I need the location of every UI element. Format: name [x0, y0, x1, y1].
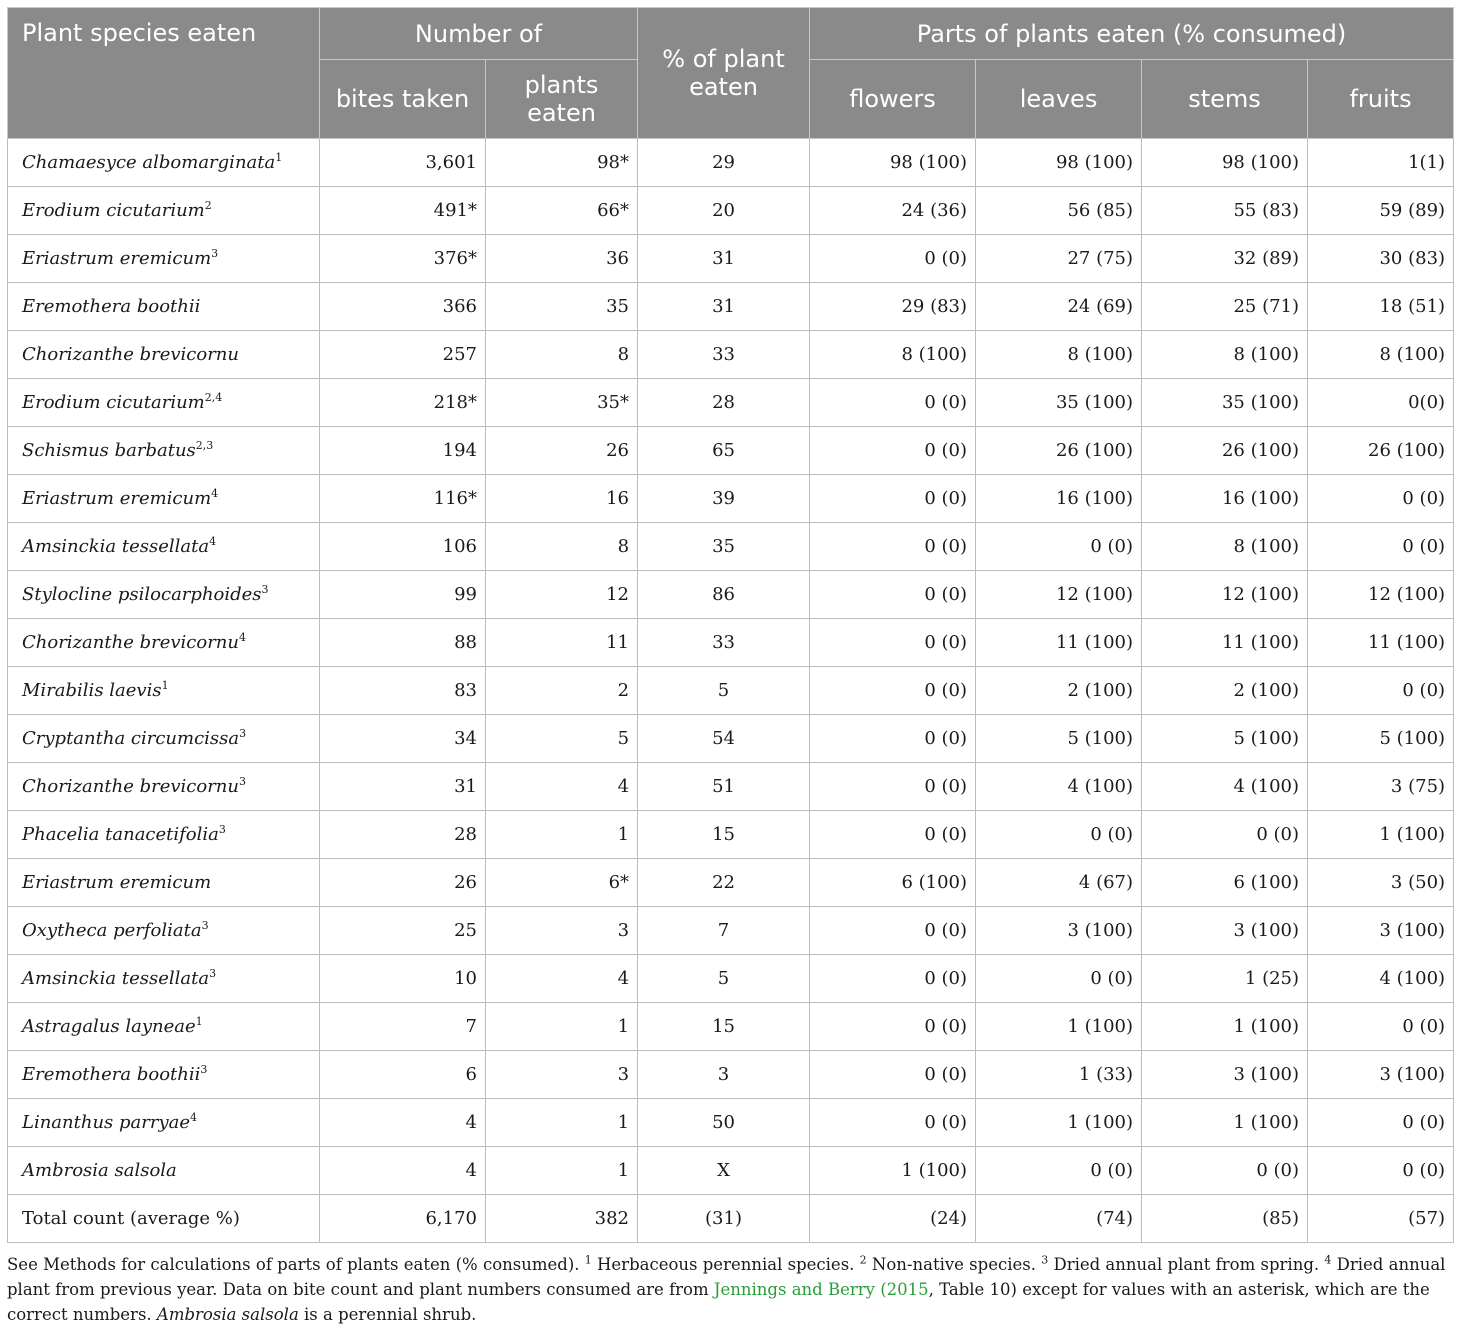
cell-flowers: 0 (0): [810, 427, 976, 475]
cell-pct: 31: [638, 283, 810, 331]
table-row: [8, 427, 1454, 475]
cell-species: [8, 955, 320, 1003]
cell-plants: 8: [486, 523, 638, 571]
cell-species: [8, 427, 320, 475]
species-name: Erodium cicutarium: [22, 392, 205, 413]
cell-bites: 99: [320, 571, 486, 619]
cell-bites: 194: [320, 427, 486, 475]
cell-plants: 26: [486, 427, 638, 475]
total-label: Total count (average %): [8, 1195, 320, 1243]
cell-fruits: 0 (0): [1308, 667, 1454, 715]
cell-flowers: 0 (0): [810, 619, 976, 667]
cell-fruits: 3 (50): [1308, 859, 1454, 907]
table-row: [8, 715, 1454, 763]
cell-species: [8, 859, 320, 907]
cell-flowers: 0 (0): [810, 235, 976, 283]
cell-stems: 55 (83): [1142, 187, 1308, 235]
footnote-marker: 3: [1041, 1253, 1049, 1267]
cell-leaves: 12 (100): [976, 571, 1142, 619]
total-bites: 6,170: [320, 1195, 486, 1243]
species-name: Chamaesyce albomarginata: [22, 152, 276, 173]
table-row: [8, 667, 1454, 715]
cell-species: [8, 283, 320, 331]
cell-pct: 33: [638, 331, 810, 379]
cell-plants: 1: [486, 1099, 638, 1147]
species-name: Astragalus layneae: [22, 1016, 196, 1037]
cell-fruits: 30 (83): [1308, 235, 1454, 283]
table-row: [8, 571, 1454, 619]
cell-fruits: 26 (100): [1308, 427, 1454, 475]
table-row: [8, 1147, 1454, 1195]
header-fruits: fruits: [1308, 60, 1454, 139]
footnote-marker: 1: [584, 1253, 592, 1267]
table-container: [7, 7, 1453, 1327]
cell-stems: 8 (100): [1142, 331, 1308, 379]
cell-stems: 3 (100): [1142, 907, 1308, 955]
cell-stems: 12 (100): [1142, 571, 1308, 619]
cell-leaves: 24 (69): [976, 283, 1142, 331]
cell-pct: 20: [638, 187, 810, 235]
species-name: Linanthus parryae: [22, 1112, 191, 1133]
cell-plants: 1: [486, 1147, 638, 1195]
cell-bites: 31: [320, 763, 486, 811]
footnote-species: Ambrosia salsola: [156, 1305, 299, 1324]
cell-species: [8, 1147, 320, 1195]
cell-fruits: 18 (51): [1308, 283, 1454, 331]
species-name: Eremothera boothii: [22, 296, 201, 317]
species-footnote-marker: 3: [200, 1063, 208, 1076]
total-row: [8, 1195, 1454, 1243]
cell-leaves: 0 (0): [976, 1147, 1142, 1195]
cell-bites: 106: [320, 523, 486, 571]
total-stems: (85): [1142, 1195, 1308, 1243]
footnote-text: Dried annual plant from previous year. Data on bite count and plant numbers consumed are from: [7, 1255, 1446, 1299]
cell-flowers: 0 (0): [810, 955, 976, 1003]
cell-plants: 36: [486, 235, 638, 283]
species-footnote-marker: 4: [238, 631, 246, 644]
cell-leaves: 27 (75): [976, 235, 1142, 283]
cell-stems: 8 (100): [1142, 523, 1308, 571]
cell-species: [8, 235, 320, 283]
cell-bites: 376*: [320, 235, 486, 283]
cell-stems: 98 (100): [1142, 139, 1308, 187]
cell-plants: 3: [486, 907, 638, 955]
cell-fruits: 3 (100): [1308, 1051, 1454, 1099]
cell-pct: 22: [638, 859, 810, 907]
cell-leaves: 98 (100): [976, 139, 1142, 187]
cell-fruits: 3 (75): [1308, 763, 1454, 811]
cell-plants: 2: [486, 667, 638, 715]
table-row: [8, 283, 1454, 331]
cell-stems: 1 (100): [1142, 1003, 1308, 1051]
total-leaves: (74): [976, 1195, 1142, 1243]
cell-leaves: 0 (0): [976, 523, 1142, 571]
cell-pct: 5: [638, 667, 810, 715]
cell-leaves: 8 (100): [976, 331, 1142, 379]
cell-stems: 25 (71): [1142, 283, 1308, 331]
footnote-text: Non-native species.: [866, 1255, 1042, 1274]
cell-flowers: 0 (0): [810, 715, 976, 763]
cell-species: [8, 1051, 320, 1099]
cell-bites: 6: [320, 1051, 486, 1099]
cell-flowers: 0 (0): [810, 523, 976, 571]
cell-plants: 35*: [486, 379, 638, 427]
species-name: Ambrosia salsola: [22, 1160, 177, 1181]
species-name: Eremothera boothii: [22, 1064, 201, 1085]
cell-bites: 3,601: [320, 139, 486, 187]
cell-flowers: 0 (0): [810, 907, 976, 955]
table-row: [8, 763, 1454, 811]
cell-stems: 0 (0): [1142, 1147, 1308, 1195]
species-name: Stylocline psilocarphoides: [22, 584, 262, 605]
cell-species: [8, 523, 320, 571]
table-row: [8, 811, 1454, 859]
cell-flowers: 8 (100): [810, 331, 976, 379]
cell-pct: 15: [638, 811, 810, 859]
cell-stems: 35 (100): [1142, 379, 1308, 427]
cell-fruits: 8 (100): [1308, 331, 1454, 379]
species-name: Chorizanthe brevicornu: [22, 344, 239, 365]
footnote-text: , Table 10) except for values with an asterisk, which are the correct numbers.: [7, 1280, 1430, 1324]
cell-species: [8, 475, 320, 523]
cell-species: [8, 715, 320, 763]
table-row: [8, 139, 1454, 187]
cell-fruits: 5 (100): [1308, 715, 1454, 763]
species-footnote-marker: 2: [204, 199, 212, 212]
cell-flowers: 24 (36): [810, 187, 976, 235]
table-row: [8, 955, 1454, 1003]
cell-flowers: 98 (100): [810, 139, 976, 187]
cell-bites: 116*: [320, 475, 486, 523]
species-footnote-marker: 3: [209, 967, 217, 980]
cell-flowers: 0 (0): [810, 379, 976, 427]
cell-pct: 51: [638, 763, 810, 811]
cell-stems: 32 (89): [1142, 235, 1308, 283]
cell-plants: 98*: [486, 139, 638, 187]
cell-stems: 5 (100): [1142, 715, 1308, 763]
cell-pct: 65: [638, 427, 810, 475]
cell-bites: 28: [320, 811, 486, 859]
cell-bites: 366: [320, 283, 486, 331]
species-name: Cryptantha circumcissa: [22, 728, 240, 749]
cell-pct: 50: [638, 1099, 810, 1147]
cell-fruits: 0 (0): [1308, 523, 1454, 571]
footnote-marker: 4: [1324, 1253, 1332, 1267]
cell-stems: 0 (0): [1142, 811, 1308, 859]
cell-bites: 257: [320, 331, 486, 379]
cell-fruits: 1 (100): [1308, 811, 1454, 859]
table-row: [8, 907, 1454, 955]
cell-leaves: 5 (100): [976, 715, 1142, 763]
species-name: Phacelia tanacetifolia: [22, 824, 219, 845]
total-pct: (31): [638, 1195, 810, 1243]
cell-pct: 33: [638, 619, 810, 667]
species-name: Chorizanthe brevicornu: [22, 632, 239, 653]
cell-plants: 11: [486, 619, 638, 667]
cell-leaves: 1 (33): [976, 1051, 1142, 1099]
cell-flowers: 0 (0): [810, 1051, 976, 1099]
cell-plants: 35: [486, 283, 638, 331]
header-species: Plant species eaten: [8, 8, 320, 139]
species-name: Eriastrum eremicum: [22, 248, 212, 269]
cell-pct: 39: [638, 475, 810, 523]
species-name: Amsinckia tessellata: [22, 536, 210, 557]
cell-species: [8, 139, 320, 187]
species-footnote-marker: 3: [211, 247, 219, 260]
cell-fruits: 4 (100): [1308, 955, 1454, 1003]
table-body: [8, 139, 1454, 1243]
cell-species: [8, 667, 320, 715]
cell-stems: 3 (100): [1142, 1051, 1308, 1099]
species-footnote-marker: 1: [195, 1015, 203, 1028]
cell-bites: 88: [320, 619, 486, 667]
species-footnote-marker: 3: [261, 583, 269, 596]
species-name: Chorizanthe brevicornu: [22, 776, 239, 797]
total-plants: 382: [486, 1195, 638, 1243]
cell-leaves: 0 (0): [976, 955, 1142, 1003]
cell-pct: 54: [638, 715, 810, 763]
cell-bites: 218*: [320, 379, 486, 427]
table-row: [8, 331, 1454, 379]
cell-leaves: 0 (0): [976, 811, 1142, 859]
cell-stems: 2 (100): [1142, 667, 1308, 715]
cell-pct: 31: [638, 235, 810, 283]
cell-fruits: 3 (100): [1308, 907, 1454, 955]
species-footnote-marker: 4: [190, 1111, 198, 1124]
cell-species: [8, 1003, 320, 1051]
cell-leaves: 11 (100): [976, 619, 1142, 667]
table-row: [8, 475, 1454, 523]
header-parts-group: Parts of plants eaten (% consumed): [810, 8, 1454, 60]
species-name: Erodium cicutarium: [22, 200, 205, 221]
cell-bites: 10: [320, 955, 486, 1003]
header-pct-of-plant: [638, 8, 810, 139]
footnote-text: Herbaceous perennial species.: [591, 1255, 860, 1274]
table-row: [8, 619, 1454, 667]
table-row: [8, 379, 1454, 427]
cell-stems: 6 (100): [1142, 859, 1308, 907]
cell-flowers: 0 (0): [810, 763, 976, 811]
header-stems: stems: [1142, 60, 1308, 139]
cell-plants: 5: [486, 715, 638, 763]
cell-leaves: 4 (67): [976, 859, 1142, 907]
cell-plants: 66*: [486, 187, 638, 235]
cell-species: [8, 187, 320, 235]
cell-pct: 35: [638, 523, 810, 571]
table-row: [8, 859, 1454, 907]
cell-pct: 3: [638, 1051, 810, 1099]
cell-bites: 25: [320, 907, 486, 955]
cell-pct: X: [638, 1147, 810, 1195]
table-row: [8, 235, 1454, 283]
cell-flowers: 29 (83): [810, 283, 976, 331]
cell-fruits: 11 (100): [1308, 619, 1454, 667]
header-number-of: Number of: [320, 8, 638, 60]
species-footnote-marker: 2,3: [195, 439, 214, 452]
cell-bites: 4: [320, 1099, 486, 1147]
header-plants-eaten: plants eaten: [486, 60, 638, 139]
cell-leaves: 3 (100): [976, 907, 1142, 955]
cell-pct: 29: [638, 139, 810, 187]
cell-bites: 34: [320, 715, 486, 763]
cell-fruits: 0 (0): [1308, 475, 1454, 523]
total-fruits: (57): [1308, 1195, 1454, 1243]
cell-pct: 86: [638, 571, 810, 619]
header-leaves: leaves: [976, 60, 1142, 139]
cell-bites: 491*: [320, 187, 486, 235]
cell-leaves: 1 (100): [976, 1099, 1142, 1147]
footnote-text: is a perennial shrub.: [298, 1305, 477, 1324]
cell-leaves: 4 (100): [976, 763, 1142, 811]
cell-plants: 1: [486, 811, 638, 859]
cell-species: [8, 619, 320, 667]
cell-fruits: 1(1): [1308, 139, 1454, 187]
species-footnote-marker: 3: [201, 919, 209, 932]
cell-pct: 7: [638, 907, 810, 955]
table-footnote: [7, 1252, 1453, 1327]
footnote-text: Dried annual plant from spring.: [1048, 1255, 1325, 1274]
cell-stems: 4 (100): [1142, 763, 1308, 811]
footnote-text: See Methods for calculations of parts of plants eaten (% consumed).: [7, 1255, 585, 1274]
species-footnote-marker: 3: [218, 823, 226, 836]
cell-leaves: 2 (100): [976, 667, 1142, 715]
cell-plants: 16: [486, 475, 638, 523]
species-footnote-marker: 2,4: [204, 391, 223, 404]
cell-bites: 7: [320, 1003, 486, 1051]
cell-plants: 4: [486, 763, 638, 811]
table-row: [8, 187, 1454, 235]
species-footnote-marker: 1: [161, 679, 169, 692]
cell-species: [8, 907, 320, 955]
cell-pct: 5: [638, 955, 810, 1003]
species-footnote-marker: 1: [275, 151, 283, 164]
cell-stems: 1 (100): [1142, 1099, 1308, 1147]
species-name: Oxytheca perfoliata: [22, 920, 202, 941]
cell-species: [8, 379, 320, 427]
cell-flowers: 1 (100): [810, 1147, 976, 1195]
cell-fruits: 0 (0): [1308, 1099, 1454, 1147]
cell-species: [8, 571, 320, 619]
species-name: Amsinckia tessellata: [22, 968, 210, 989]
species-name: Schismus barbatus: [22, 440, 196, 461]
cell-bites: 4: [320, 1147, 486, 1195]
species-name: Eriastrum eremicum: [22, 872, 212, 893]
cell-leaves: 16 (100): [976, 475, 1142, 523]
cell-species: [8, 811, 320, 859]
table-row: [8, 523, 1454, 571]
cell-species: [8, 763, 320, 811]
cell-stems: 1 (25): [1142, 955, 1308, 1003]
cell-stems: 16 (100): [1142, 475, 1308, 523]
cell-pct: 28: [638, 379, 810, 427]
cell-plants: 8: [486, 331, 638, 379]
cell-species: [8, 331, 320, 379]
cell-flowers: 0 (0): [810, 667, 976, 715]
cell-leaves: 26 (100): [976, 427, 1142, 475]
cell-flowers: 0 (0): [810, 475, 976, 523]
species-footnote-marker: 4: [209, 535, 217, 548]
cell-fruits: 0(0): [1308, 379, 1454, 427]
cell-pct: 15: [638, 1003, 810, 1051]
header-flowers: flowers: [810, 60, 976, 139]
species-name: Eriastrum eremicum: [22, 488, 212, 509]
cell-fruits: 12 (100): [1308, 571, 1454, 619]
cell-leaves: 1 (100): [976, 1003, 1142, 1051]
cell-flowers: 0 (0): [810, 1003, 976, 1051]
species-footnote-marker: 3: [239, 727, 247, 740]
cell-fruits: 0 (0): [1308, 1147, 1454, 1195]
cell-flowers: 0 (0): [810, 811, 976, 859]
table-row: [8, 1003, 1454, 1051]
header-bites-taken: bites taken: [320, 60, 486, 139]
table-row: [8, 1051, 1454, 1099]
cell-species: [8, 1099, 320, 1147]
table-header: [8, 8, 1454, 139]
cell-plants: 1: [486, 1003, 638, 1051]
table-row: [8, 1099, 1454, 1147]
cell-leaves: 35 (100): [976, 379, 1142, 427]
cell-stems: 11 (100): [1142, 619, 1308, 667]
footnote-marker: 2: [859, 1253, 867, 1267]
header-pct-label: % of plant eaten: [662, 45, 785, 101]
cell-plants: 6*: [486, 859, 638, 907]
species-footnote-marker: 4: [211, 487, 219, 500]
cell-flowers: 0 (0): [810, 571, 976, 619]
species-footnote-marker: 3: [238, 775, 246, 788]
cell-flowers: 0 (0): [810, 1099, 976, 1147]
cell-plants: 3: [486, 1051, 638, 1099]
plant-consumption-table: [7, 7, 1454, 1243]
citation-link[interactable]: Jennings and Berry (2015: [713, 1280, 929, 1299]
total-flowers: (24): [810, 1195, 976, 1243]
cell-flowers: 6 (100): [810, 859, 976, 907]
cell-leaves: 56 (85): [976, 187, 1142, 235]
cell-stems: 26 (100): [1142, 427, 1308, 475]
cell-bites: 26: [320, 859, 486, 907]
cell-plants: 12: [486, 571, 638, 619]
cell-plants: 4: [486, 955, 638, 1003]
cell-fruits: 59 (89): [1308, 187, 1454, 235]
cell-fruits: 0 (0): [1308, 1003, 1454, 1051]
cell-bites: 83: [320, 667, 486, 715]
species-name: Mirabilis laevis: [22, 680, 162, 701]
